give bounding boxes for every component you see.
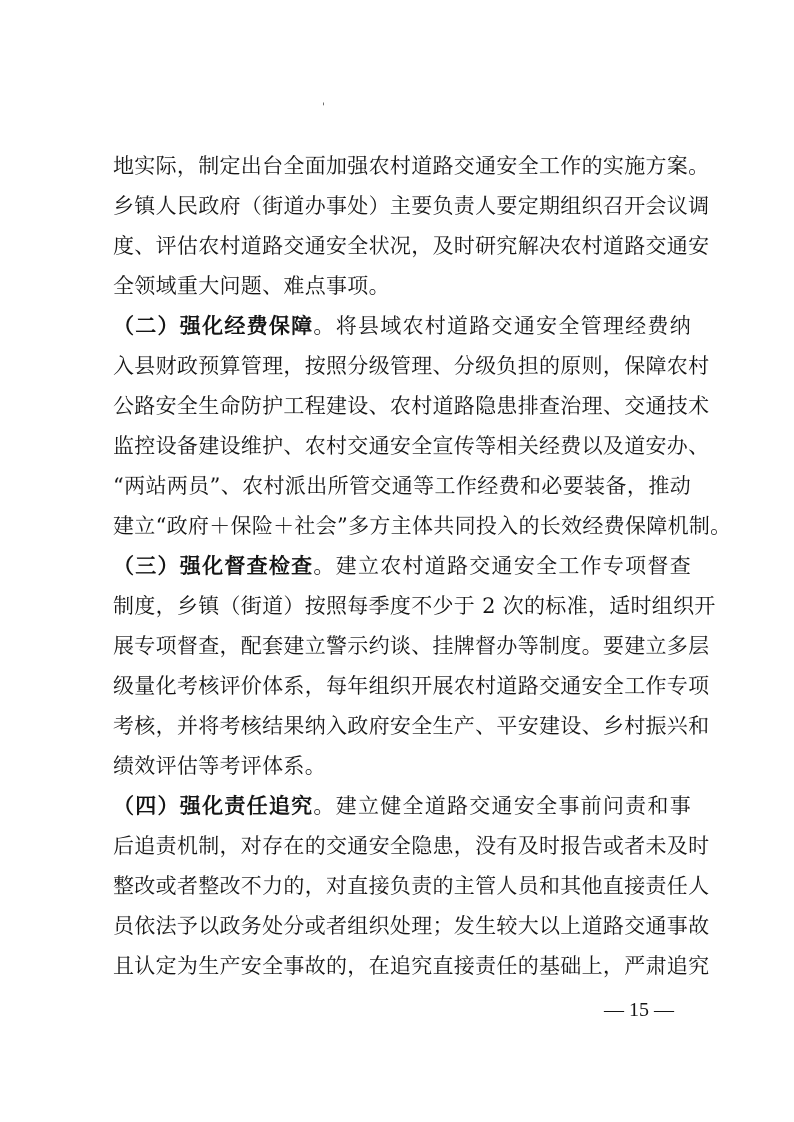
- paragraph-accountability: [113, 786, 710, 986]
- text-line: 且认定为生产安全事故的，在追究直接责任的基础上，严肃追究: [113, 954, 710, 978]
- text-line: 员依法予以政务处分或者组织处理；发生较大以上道路交通事故: [113, 914, 710, 938]
- text-line: 制度，乡镇（街道）按照每季度不少于 2 次的标准，适时组织开: [113, 594, 716, 618]
- text-line: 后追责机制，对存在的交通安全隐患，没有及时报告或者未及时: [113, 834, 710, 858]
- text-line: 整改或者整改不力的，对直接负责的主管人员和其他直接责任人: [113, 874, 710, 898]
- text-run: 。建立健全道路交通安全事前问责和事: [313, 794, 692, 818]
- text-line: 绩效评估等考评体系。: [113, 754, 326, 778]
- paragraph-funding-guarantee: [113, 306, 732, 546]
- text-line: 全领域重大问题、难点事项。: [113, 274, 390, 298]
- paragraph-supervision-inspection: [113, 546, 716, 786]
- text-run: 。建立农村道路交通安全工作专项督查: [313, 554, 692, 578]
- section-heading: （二）强化经费保障: [113, 313, 314, 338]
- text-line: 考核，并将考核结果纳入政府安全生产、平安建设、乡村振兴和: [113, 714, 710, 738]
- body-text: [113, 146, 732, 986]
- text-line: “两站两员”、农村派出所管交通等工作经费和必要装备，推动: [113, 474, 691, 498]
- text-line: 展专项督查，配套建立警示约谈、挂牌督办等制度。要建立多层: [113, 634, 710, 658]
- text-line: 建立“政府＋保险＋社会”多方主体共同投入的长效经费保障机制。: [113, 514, 732, 538]
- text-line: 地实际，制定出台全面加强农村道路交通安全工作的实施方案。: [113, 154, 710, 178]
- section-heading: （三）强化督查检查: [113, 553, 314, 578]
- text-line: 乡镇人民政府（街道办事处）主要负责人要定期组织召开会议调: [113, 194, 710, 218]
- text-line: 级量化考核评价体系，每年组织开展农村道路交通安全工作专项: [113, 674, 710, 698]
- text-line: [113, 306, 691, 346]
- text-line: 入县财政预算管理，按照分级管理、分级负担的原则，保障农村: [113, 354, 710, 378]
- text-line: 公路安全生命防护工程建设、农村道路隐患排查治理、交通技术: [113, 394, 710, 418]
- section-heading: （四）强化责任追究: [113, 793, 314, 818]
- scan-mark: ': [322, 102, 325, 113]
- page-number: — 15 —: [604, 999, 674, 1021]
- text-line: 监控设备建设维护、农村交通安全宣传等相关经费以及道安办、: [113, 434, 710, 458]
- paragraph-implementation-plan: [113, 146, 710, 306]
- text-run: 。将县域农村道路交通安全管理经费纳: [313, 314, 692, 338]
- text-line: 度、评估农村道路交通安全状况，及时研究解决农村道路交通安: [113, 234, 710, 258]
- text-line: [113, 786, 691, 826]
- text-line: [113, 546, 691, 586]
